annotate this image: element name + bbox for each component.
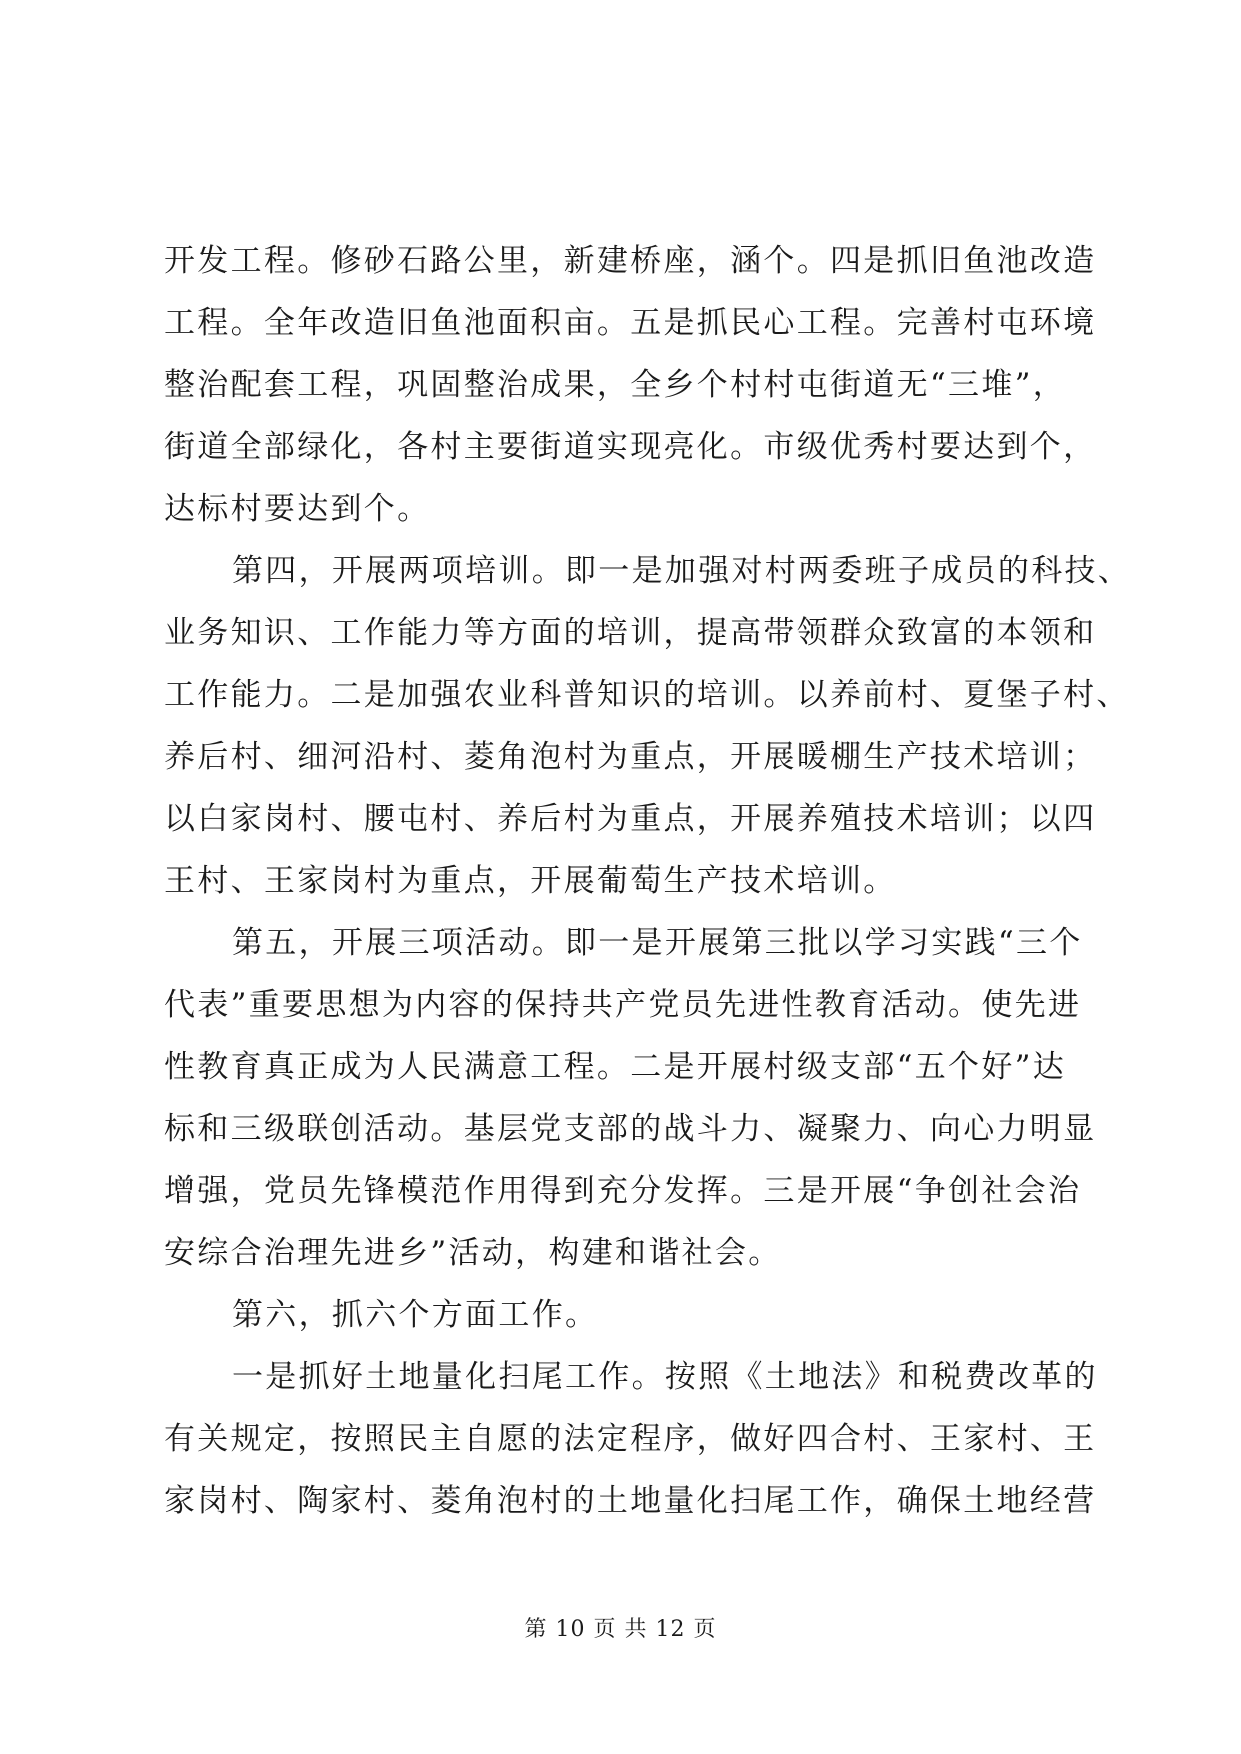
text-line: 工作能力。二是加强农业科普知识的培训。以养前村、夏堡子村、	[164, 677, 1130, 713]
text-line: 街道全部绿化，各村主要街道实现亮化。市级优秀村要达到个，	[164, 429, 1097, 465]
paragraph-start-line: 一是抓好土地量化扫尾工作。按照《土地法》和税费改革的	[232, 1359, 1098, 1395]
paragraph-start-line: 第五，开展三项活动。即一是开展第三批以学习实践“三个	[232, 925, 1083, 961]
text-line: 达标村要达到个。	[164, 491, 431, 527]
text-line: 整治配套工程，巩固整治成果，全乡个村村屯街道无“三堆”，	[164, 367, 1067, 403]
text-line: 工程。全年改造旧鱼池面积亩。五是抓民心工程。完善村屯环境	[164, 305, 1097, 341]
text-line: 标和三级联创活动。基层党支部的战斗力、凝聚力、向心力明显	[164, 1111, 1097, 1147]
text-line: 安综合治理先进乡”活动，构建和谐社会。	[164, 1235, 782, 1271]
paragraph-start-line: 第四，开展两项培训。即一是加强对村两委班子成员的科技、	[232, 553, 1132, 589]
text-line: 家岗村、陶家村、菱角泡村的土地量化扫尾工作，确保土地经营	[164, 1483, 1097, 1519]
text-line: 开发工程。修砂石路公里，新建桥座，涵个。四是抓旧鱼池改造	[164, 243, 1097, 279]
paragraph-start-line: 第六，抓六个方面工作。	[232, 1297, 599, 1333]
body-text	[164, 230, 1132, 1532]
text-line: 养后村、细河沿村、菱角泡村为重点，开展暖棚生产技术培训；	[164, 739, 1097, 775]
text-line: 以白家岗村、腰屯村、养后村为重点，开展养殖技术培训；以四	[164, 801, 1097, 837]
text-line: 有关规定，按照民主自愿的法定程序，做好四合村、王家村、王	[164, 1421, 1097, 1457]
text-line: 代表”重要思想为内容的保持共产党员先进性教育活动。使先进	[164, 987, 1082, 1023]
text-line: 业务知识、工作能力等方面的培训，提高带领群众致富的本领和	[164, 615, 1097, 651]
page-number-footer: 第 10 页 共 12 页	[524, 1617, 717, 1642]
text-line: 增强，党员先锋模范作用得到充分发挥。三是开展“争创社会治	[164, 1173, 1082, 1209]
text-line: 性教育真正成为人民满意工程。二是开展村级支部“五个好”达	[164, 1049, 1067, 1085]
text-line: 王村、王家岗村为重点，开展葡萄生产技术培训。	[164, 863, 897, 899]
